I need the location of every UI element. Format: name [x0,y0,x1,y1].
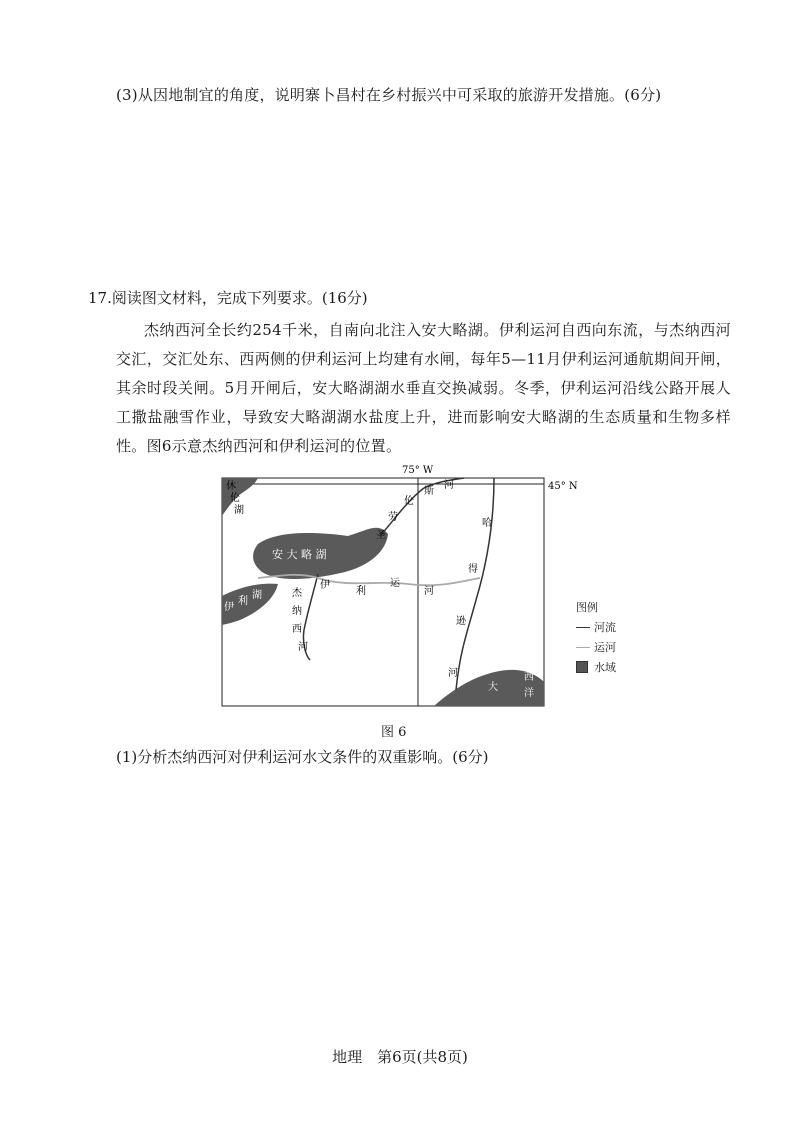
label-ontario: 安 大 略 湖 [272,548,327,561]
label-hudson-2: 得 [468,564,478,575]
label-hudson-1: 哈 [482,518,492,529]
map-svg [218,460,638,710]
label-genesee-3: 西 [292,624,302,635]
lat-label: 45° N [548,481,578,492]
label-hudson-4: 河 [448,668,458,679]
label-canal-3: 运 [390,578,400,589]
question-17-heading: 17.阅读图文材料，完成下列要求。(16分) [88,289,368,307]
label-stl-5: 河 [444,480,454,491]
label-stl-2: 劳 [388,512,398,523]
label-genesee-4: 河 [298,642,308,653]
lon-label: 75° W [402,465,434,476]
map-legend [576,597,616,677]
question-17-1: (1)分析杰纳西河对伊利运河水文条件的双重影响。(6分) [116,748,489,766]
label-genesee-1: 杰 [292,588,302,599]
label-canal-4: 河 [424,586,434,597]
label-atlantic-1: 大 [488,682,498,693]
legend-canal [576,637,616,657]
legend-title: 图例 [576,601,598,614]
label-erie-2: 利 [238,596,248,607]
label-erie-3: 湖 [252,590,262,601]
legend-water [576,657,616,677]
label-huron-3: 湖 [234,505,244,516]
water-box-icon [576,661,588,673]
label-canal-1: 伊 [320,580,330,591]
page-footer: 地理 第6页(共8页) [332,1048,468,1066]
river-line-icon [576,627,590,628]
figure-6-map [218,460,638,710]
legend-river [576,617,616,637]
label-genesee-2: 纳 [292,606,302,617]
label-atlantic-3: 洋 [524,688,534,699]
label-huron-2: 伦 [230,493,240,504]
legend-canal-label: 运河 [594,641,616,654]
legend-water-label: 水域 [594,661,616,674]
legend-river-label: 河流 [594,621,616,634]
label-stl-3: 伦 [404,496,414,507]
label-hudson-3: 逊 [456,616,466,627]
figure-caption: 图 6 [381,725,407,740]
label-stl-1: 圣 [376,530,386,541]
label-stl-4: 斯 [424,486,434,497]
question-3: (3)从因地制宜的角度，说明寨卜昌村在乡村振兴中可采取的旅游开发措施。(6分) [116,86,662,104]
label-huron-1: 休 [226,481,236,492]
canal-line-icon [576,647,590,648]
label-erie-1: 伊 [224,602,234,613]
label-canal-2: 利 [356,586,366,597]
material-text: 杰纳西河全长约254千米，自南向北注入安大略湖。伊利运河自西向东流，与杰纳西河交汇，交汇处东、西两侧的伊利运河上均建有水闸，每年5—11月伊利运河通航期间开闸，其余时段关闸。5月开闸后，安大略湖湖水垂直交换减弱。冬季，伊利运河沿线公路开展人工撒盐融雪作业，导致安大略湖湖水盐度上升，进而影响安大略湖的生态质量和生物多样性。图6示意杰纳西河和伊利运河的位置。 [116,321,731,455]
label-atlantic-2: 西 [524,672,534,683]
material-paragraph [116,316,731,461]
